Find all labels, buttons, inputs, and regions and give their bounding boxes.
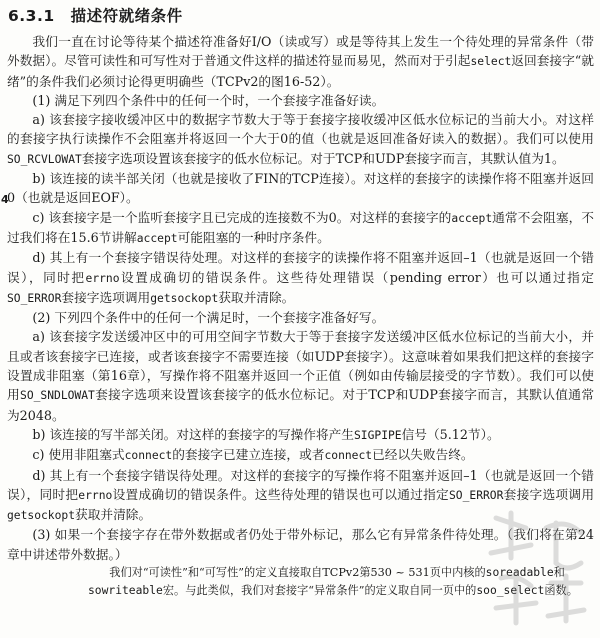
code-term: soreadable [485,566,554,579]
paragraph [7,169,594,208]
paragraph [7,208,594,249]
paragraph [7,91,594,110]
paragraph [7,425,594,445]
text-run: b) 该连接的读半部关闭（也就是接收了FIN的TCP连接）。对这样的套接字的读操作将不阻塞并返回0（也就是返回EOF）。 [7,171,594,206]
text-run: 我们一直在讨论等待某个描述符准备好I/O（读或写）或是等待其上发生一个待处理的异常条件（带外数据）。尽管可读性和可写性对于普通文件这样的描述符显而易见，然而对于引起 [7,34,594,69]
code-term: soo_select [476,583,545,597]
paragraph [7,308,594,327]
code-term: accept [136,231,178,245]
text-run: 的套接字已建立连接，或者 [172,447,325,463]
text-run: 获取并清除。 [218,289,295,305]
text-run: 获取并清除。 [75,507,152,523]
text-run: 可能阻塞的一种时序条件。 [177,229,330,245]
code-term: SO_RCVLOWAT [7,152,82,166]
text-run: 套接字选项来设置该套接字的低水位标记。对于TCP和UDP套接字而言，其默认值通常为2048。 [7,387,595,423]
text-run: b) 该连接的写半部关闭。对这样的套接字的写操作将产生 [32,426,354,442]
code-term: SO_ERROR [449,488,504,502]
margin-page-marker: 4 [1,193,9,206]
paragraph [7,445,594,465]
code-term: SIGPIPE [354,428,402,442]
text-run: 套接字选项调用 [61,289,151,305]
section-body [7,32,594,564]
paragraph [7,32,594,91]
text-run: c) 使用非阻塞式 [32,447,125,463]
code-term: errno [78,488,113,502]
text-run: 通常不会阻塞，不过我们将在15.6节讲解 [7,209,594,245]
code-term: getsockopt [7,509,76,523]
text-run: (3) 如果一个套接字存在带外数据或者仍处于带外标记，那么它有异常条件待处理。（我们将在第24章中讲述带外数据。） [7,527,594,562]
text-run: 我们对“可读性”和“可写性”的定义直接取自TCPv2第530 ~ 531页中内核的 [109,566,486,579]
text-run: 和 [553,566,565,579]
text-run: 套接字选项设置该套接字的低水位标记。对于TCP和UDP套接字而言，其默认值为1。 [81,150,565,166]
paragraph [7,466,594,526]
code-term: accept [451,211,493,225]
text-run: (1) 满足下列四个条件中的任何一个时，一个套接字准备好读。 [32,92,385,108]
text-run: a) 该套接字发送缓冲区中的可用空间字节数大于等于套接字发送缓冲区低水位标记的当前大小，并且或者该套接字已连接，或者该套接字不需要连接（如UDP套接字）。这意味着如果我们把这样的套接字设置成非阻塞（第16章），写操作将不阻塞并返回一个正值（例如由传输层接受的字节数）。我们可以使用 [7,329,594,403]
code-term: SO_ERROR [7,291,62,305]
code-term: SO_SNDLOWAT [20,389,95,403]
paragraph [7,327,594,424]
section-heading [8,4,183,26]
text-run: d) 其上有一个套接字错误待处理。对这样的套接字的读操作将不阻塞并返回–1（也就是返回一个错误），同时把 [7,250,594,285]
paragraph [7,248,594,308]
text-run: 设置成确切的错误条件。这些待处理错误（pending error）也可以通过指定 [119,269,594,285]
text-run: a) 该套接字接收缓冲区中的数据字节数大于等于套接字接收缓冲区低水位标记的当前大小。对这样的套接字执行读操作不会阻塞并将返回一个大于0的值（也就是返回准备好读入的数据）。我们可以使用 [7,112,594,147]
text-run: 返回套接字“就绪”的条件我们必须讨论得更明确些（TCPv2的图16-52）。 [7,53,594,89]
text-run: 函数。 [544,583,578,597]
code-term: select [470,55,512,69]
code-term: connect [324,449,373,463]
code-term: errno [85,271,120,285]
text-run: 设置成确切的错误条件。这些待处理的错误也可以通过指定 [112,486,449,502]
paragraph [7,525,594,564]
footnote-paragraph [88,564,594,599]
text-run: d) 其上有一个套接字错误待处理。对这样的套接字的写操作将不阻塞并返回–1（也就是返回一个错误），同时把 [7,467,594,502]
text-run: 套接字选项调用 [503,486,595,502]
section-title: 描述符就绪条件 [70,7,183,25]
code-term: sowriteable [88,583,163,597]
text-run: 宏。与此类似，我们对套接字“异常条件”的定义取自同一页中的 [162,583,477,597]
footnote [88,564,594,599]
paragraph [7,110,594,169]
section-number: 6.3.1 [8,7,55,25]
text-run: c) 该套接字是一个监听套接字且已完成的连接数不为0。对这样的套接字的 [32,209,452,225]
text-run: (2) 下列四个条件中的任何一个满足时，一个套接字准备好写。 [32,310,385,326]
text-run: 已经以失败告终。 [372,447,474,463]
code-term: connect [124,449,173,463]
text-run: 信号（5.12节）。 [401,426,500,442]
code-term: getsockopt [150,291,219,305]
